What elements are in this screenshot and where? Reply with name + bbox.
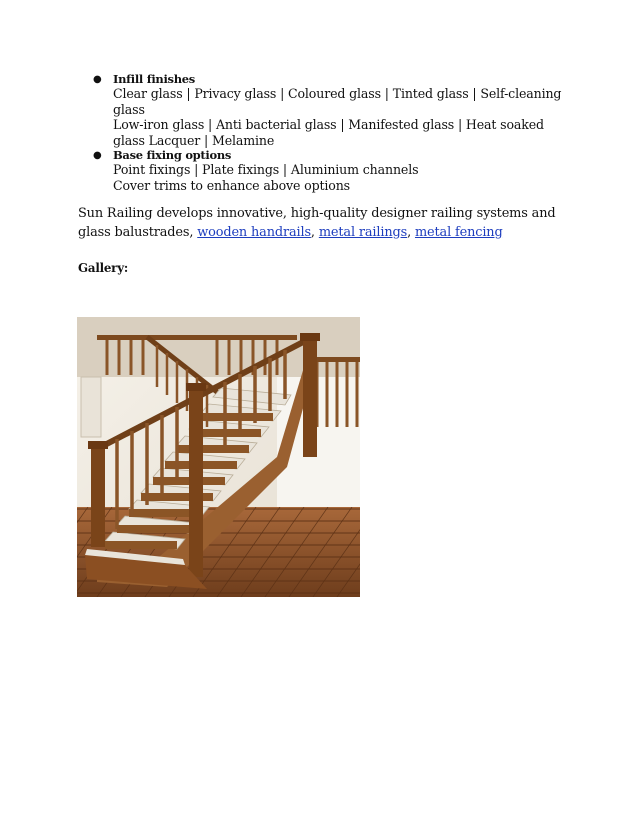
metal-railings-link[interactable]: metal railings <box>318 224 408 240</box>
feature-line: glass <box>113 101 145 117</box>
list-item-base-fixing-options <box>93 148 613 193</box>
intro-text: Sun Railing develops innovative, high-quality designer railing systems and glass balustrades, <box>78 206 556 240</box>
bullet-icon: ● <box>93 74 102 85</box>
feature-line: Point fixings | Plate fixings | Aluminium channels <box>113 162 419 177</box>
list-item-infill-finishes <box>93 72 613 148</box>
feature-title: Infill finishes <box>113 72 195 86</box>
wooden-handrails-link[interactable]: wooden handrails <box>197 224 311 240</box>
separator: , <box>407 224 415 240</box>
staircase-photo <box>77 317 360 597</box>
bullet-icon: ● <box>93 150 102 161</box>
feature-line: glass Lacquer | Melamine <box>113 132 275 148</box>
feature-line: Clear glass | Privacy glass | Coloured glass | Tinted glass | Self-cleaning <box>113 86 562 101</box>
feature-list <box>78 72 613 193</box>
gallery-heading: Gallery: <box>78 261 129 275</box>
feature-line: Low-iron glass | Anti bacterial glass | Manifested glass | Heat soaked <box>113 117 544 132</box>
feature-line: Cover trims to enhance above options <box>113 177 350 193</box>
intro-paragraph <box>78 205 578 242</box>
feature-title: Base fixing options <box>113 148 232 162</box>
separator: , <box>310 224 319 240</box>
metal-fencing-link[interactable]: metal fencing <box>414 224 503 240</box>
